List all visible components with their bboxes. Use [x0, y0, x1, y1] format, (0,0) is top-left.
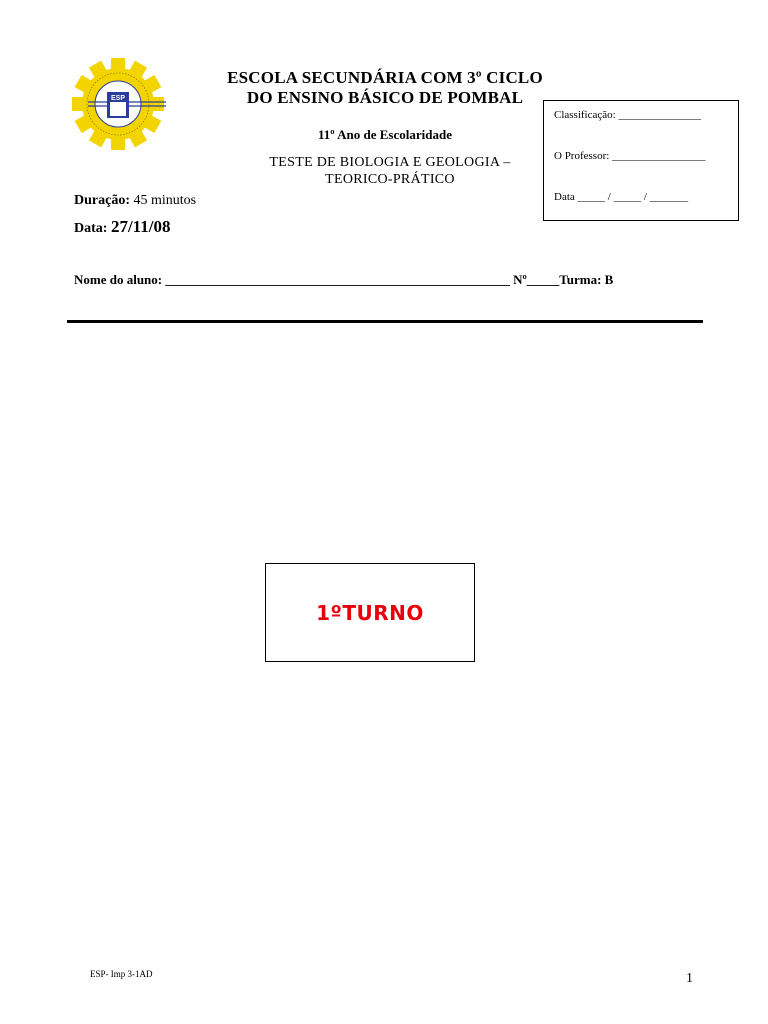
turn-label: 1ºTURNO: [316, 600, 424, 625]
professor-field[interactable]: O Professor: _________________: [554, 150, 706, 162]
date-value: 27/11/08: [110, 217, 171, 236]
date: [74, 217, 170, 237]
logo-text: ESP: [110, 95, 126, 102]
test-title-line2: TEORICO-PRÁTICO: [325, 172, 455, 187]
divider: [67, 320, 703, 323]
grade-date-field[interactable]: Data _____ / _____ / _______: [554, 191, 689, 203]
school-name-line1: ESCOLA SECUNDÁRIA COM 3º CICLO: [227, 68, 543, 87]
grade-year: 11º Ano de Escolaridade: [318, 127, 452, 142]
duration: [74, 193, 196, 209]
student-name-line[interactable]: Nome do aluno: _____________________________________________________ Nº_____Turma: B: [74, 272, 614, 287]
test-title-line1: TESTE DE BIOLOGIA E GEOLOGIA –: [269, 155, 511, 170]
date-label: Data:: [74, 221, 108, 236]
school-logo: [66, 56, 176, 152]
classificacao-field[interactable]: Classificação: _______________: [554, 109, 701, 121]
footer-code: ESP- Imp 3-1AD: [90, 969, 153, 979]
gear-logo-icon: [66, 56, 176, 152]
turn-box: [265, 563, 475, 662]
duration-label: Duração:: [74, 193, 130, 208]
page-number: 1: [686, 971, 693, 986]
school-name-line2: DO ENSINO BÁSICO DE POMBAL: [246, 88, 524, 107]
grade-box: [543, 100, 739, 221]
duration-value: 45 minutos: [133, 193, 197, 208]
